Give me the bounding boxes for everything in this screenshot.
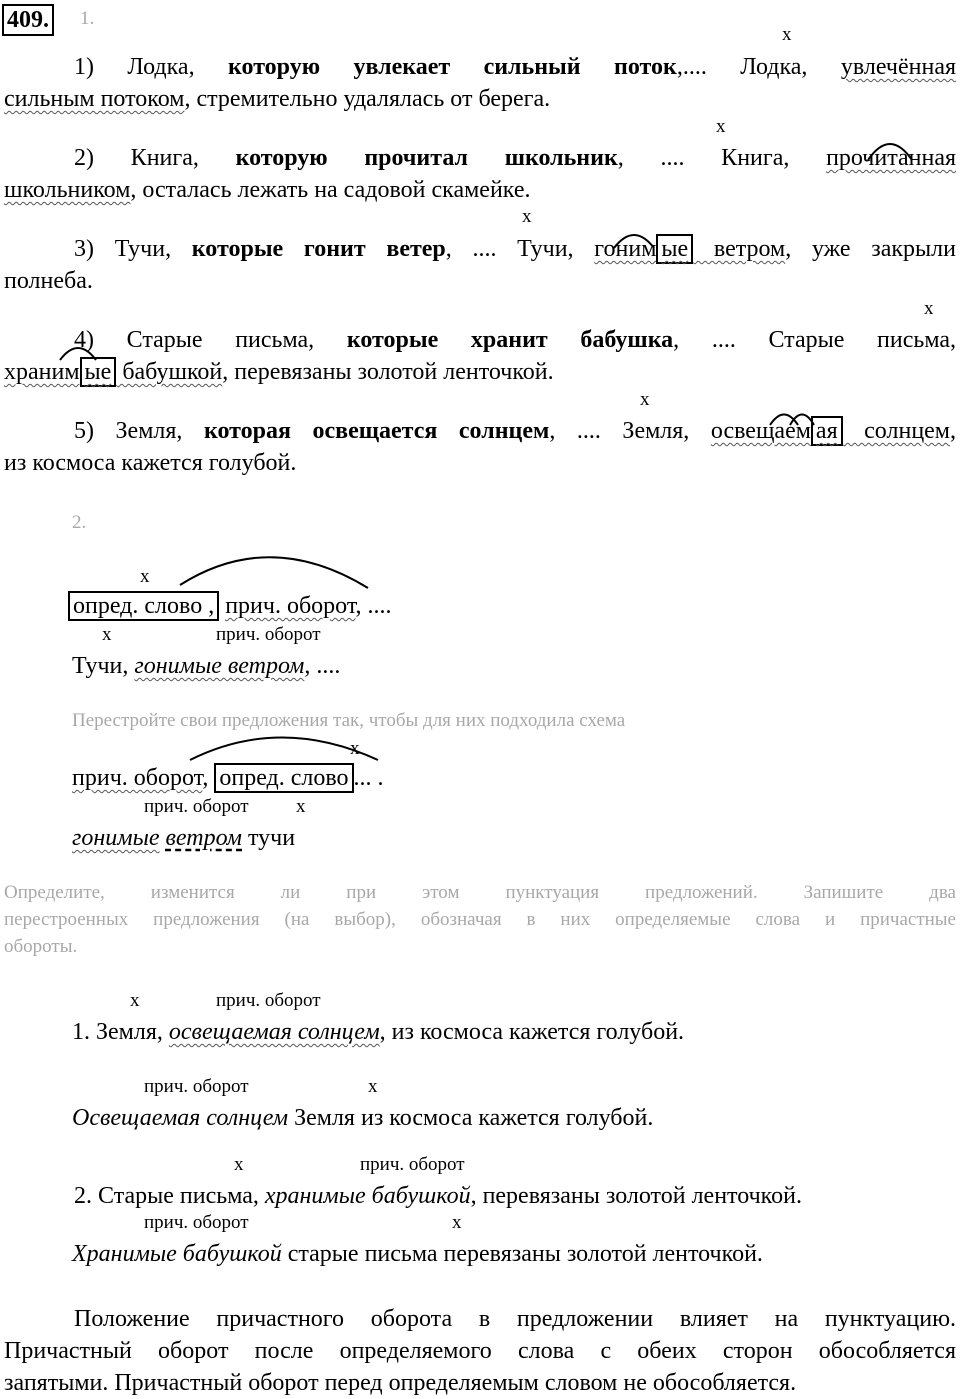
participle-dependent: ветром	[693, 236, 786, 262]
exercise-number: 409.	[2, 4, 54, 36]
participial-phrase: Освещаемая солнцем	[72, 1105, 289, 1131]
instruction-2-line-2: перестроенных предложения (на выбор), обозначая в них определяемые слова и причастные	[4, 909, 956, 930]
sentence-2-participle: прочитанная	[826, 145, 957, 171]
answer-2-start: 2. Старые письма,	[74, 1183, 259, 1209]
sentence-4-start: 4) Старые письма,	[74, 327, 315, 353]
part-2-label: 2.	[72, 512, 87, 533]
sentence-4-tail: , перевязаны золотой ленточкой.	[222, 359, 554, 385]
sentence-2-start: 2) Книга,	[74, 145, 199, 171]
conclusion-line-2: Причастный оборот после определяемого слова с обеих сторон обособляется	[4, 1338, 956, 1364]
sentence-4-subordinate: которые хранит бабушка	[346, 327, 674, 353]
ending-box: ые	[80, 357, 117, 387]
x-mark: x	[234, 1154, 244, 1175]
x-mark: x	[368, 1076, 378, 1097]
x-mark: x	[452, 1212, 462, 1233]
defined-word-box: опред. слово	[214, 763, 353, 793]
sentence-1-tail: , стремительно удалялась от берега.	[184, 86, 551, 112]
x-mark: x	[716, 116, 726, 137]
ellipsis: , ....	[355, 593, 392, 619]
sentence-1-participle: увлечённая	[840, 54, 957, 80]
suffix-arc	[614, 235, 654, 248]
dependent-word: ветром	[165, 825, 242, 851]
defined-word-box: опред. слово ,	[68, 591, 219, 621]
answer-2-rebuilt-tail: старые письма перевязаны золотой ленточкой.	[281, 1241, 763, 1267]
scheme-arc	[180, 557, 368, 588]
ending-box: ая	[811, 416, 843, 446]
participial-phrase-caption: прич. оборот	[144, 1212, 249, 1233]
sentence-3-tail: , уже закрыли	[785, 236, 957, 262]
x-mark: x	[782, 24, 792, 45]
defined-word: Тучи,	[72, 653, 129, 679]
participial-phrase-caption: прич. оборот	[144, 1076, 249, 1097]
suffix-arc	[868, 144, 912, 160]
ending-box: ые	[656, 234, 693, 264]
sentence-3-line-2: полнеба.	[4, 268, 93, 294]
participial-phrase-caption: прич. оборот	[216, 624, 321, 645]
sentence-5-start: 5) Земля,	[74, 418, 183, 444]
part-1-label: 1.	[80, 8, 95, 29]
participial-phrase: Хранимые бабушкой	[72, 1241, 282, 1267]
ellipsis: , ....	[304, 653, 341, 679]
scheme-arc	[190, 738, 378, 761]
participial-phrase-label: прич. оборот	[225, 593, 356, 619]
answer-1-rebuilt-tail: Земля из космоса кажется голубой.	[288, 1105, 654, 1131]
sentence-5-tail: ,	[950, 418, 956, 444]
sentence-2-tail: , осталась лежать на садовой скамейке.	[130, 177, 531, 203]
sentence-1-start: 1) Лодка,	[74, 54, 195, 80]
sentence-3-start: 3) Тучи,	[74, 236, 172, 262]
sentence-1-subordinate: которую увлекает сильный поток	[228, 54, 677, 80]
instruction-1: Перестройте свои предложения так, чтобы для них подходила схема	[72, 710, 626, 731]
defined-word: тучи	[248, 825, 296, 851]
participle-root: храним	[4, 359, 80, 385]
sentence-2-participle-rest: школьником	[4, 177, 131, 203]
sentence-1-participle-rest: сильным потоком	[4, 86, 185, 112]
x-mark: x	[350, 738, 360, 759]
x-mark: x	[130, 990, 140, 1011]
x-mark: x	[522, 206, 532, 227]
comma: ,	[202, 765, 209, 791]
participial-phrase: гонимые ветром	[134, 653, 305, 679]
participle-root: гоним	[594, 236, 657, 262]
participle-dependent: солнцем	[842, 418, 950, 444]
sentence-3-subordinate: которые гонит ветер	[191, 236, 446, 262]
sentence-1-mid: ,.... Лодка,	[676, 54, 808, 80]
sentence-3-mid: , .... Тучи,	[445, 236, 574, 262]
sentence-2-mid: , .... Книга,	[617, 145, 790, 171]
sentence-5-subordinate: которая освещается солнцем	[203, 418, 550, 444]
participial-phrase-label: прич. оборот	[72, 765, 203, 791]
sentence-5-line-2: из космоса кажется голубой.	[4, 450, 297, 476]
participle-root: освещаем	[710, 418, 811, 444]
participial-phrase-caption: прич. оборот	[360, 1154, 465, 1175]
answer-1-tail: , из космоса кажется голубой.	[379, 1019, 685, 1045]
x-mark: x	[102, 624, 112, 645]
participial-phrase: освещаемая солнцем	[168, 1019, 380, 1045]
sentence-5-mid: , .... Земля,	[549, 418, 690, 444]
x-mark: x	[296, 796, 306, 817]
participial-phrase-caption: прич. оборот	[216, 990, 321, 1011]
participle-dependent: бабушкой	[116, 359, 223, 385]
participial-phrase: хранимые бабушкой	[264, 1183, 471, 1209]
x-mark: x	[924, 298, 934, 319]
ellipsis: ... .	[353, 765, 384, 791]
answer-1-start: 1. Земля,	[72, 1019, 163, 1045]
participle: гонимые	[72, 825, 160, 851]
conclusion-line-1: Положение причастного оборота в предложении влияет на пунктуацию.	[74, 1306, 956, 1332]
conclusion-line-3: запятыми. Причастный оборот перед определяемым словом не обособляется.	[4, 1370, 797, 1396]
x-mark: x	[640, 389, 650, 410]
sentence-2-subordinate: которую прочитал школьник	[235, 145, 618, 171]
sentence-4-mid: , .... Старые письма,	[673, 327, 956, 353]
x-mark: x	[140, 566, 150, 587]
instruction-2-line-3: обороты.	[4, 936, 78, 957]
suffix-arc	[60, 348, 96, 360]
participial-phrase-caption: прич. оборот	[144, 796, 249, 817]
answer-2-tail: , перевязаны золотой ленточкой.	[470, 1183, 802, 1209]
instruction-2-line-1: Определите, изменится ли при этом пунктуация предложений. Запишите два	[4, 882, 956, 903]
suffix-arc	[790, 415, 814, 426]
